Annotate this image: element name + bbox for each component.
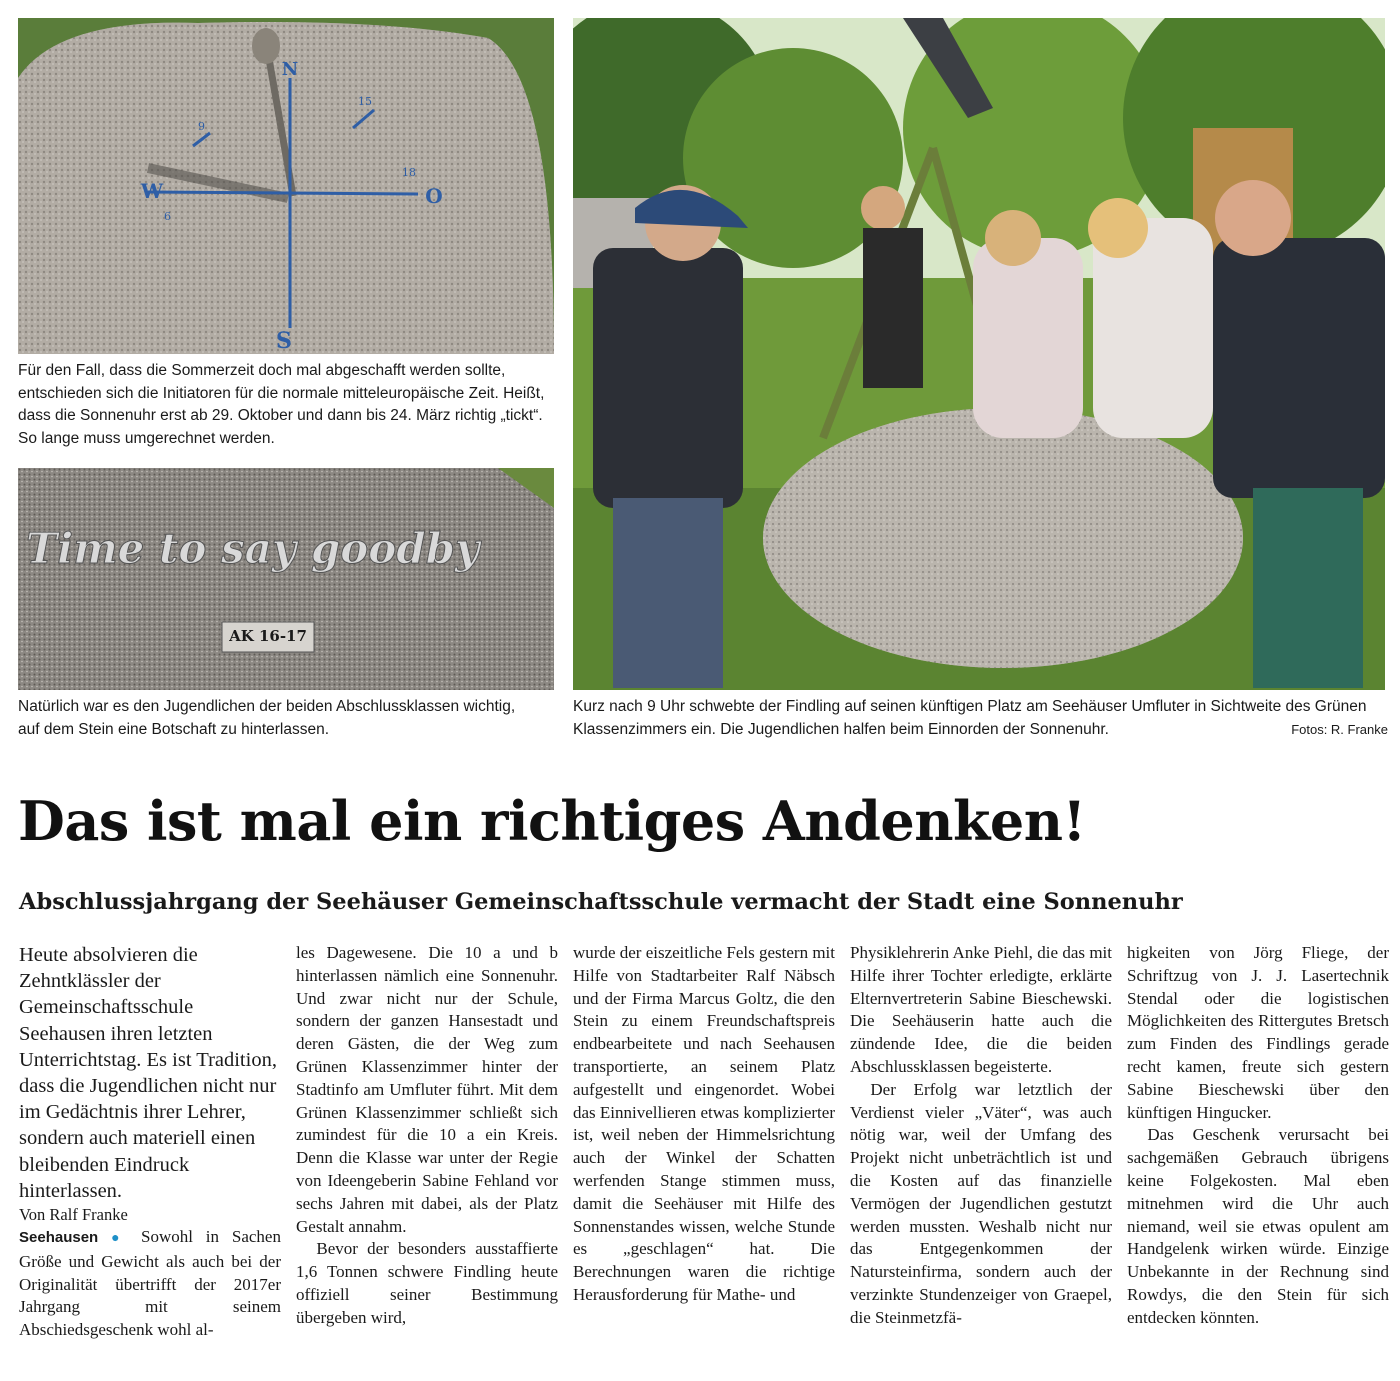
article-column-1 — [19, 942, 281, 1342]
main-photo — [573, 18, 1385, 690]
inscription-script: Time to say goodby — [26, 524, 480, 573]
sundial-north-label: N — [281, 59, 299, 80]
photo-credit: Fotos: R. Franke — [1291, 721, 1388, 737]
sundial-hour-9: 9 — [198, 120, 205, 133]
byline: Von Ralf Franke — [19, 1205, 128, 1225]
dateline: Seehausen — [19, 1229, 99, 1247]
sundial-caption: Für den Fall, dass die Sommerzeit doch mal abgeschafft werden sollte, entschieden sich die Initiatoren für die normale mitteleuropäische Zeit. Heißt, dass die Sonnenuhr erst ab 29. Oktober und dann bis 24. März richtig „tickt“. So lange muss umgerechnet werden. — [18, 362, 545, 447]
col1-text: Sowohl in Sachen Größe und Gewicht als auch bei der Originalität übertrifft der 2017er Jahrgang mit seinem Abschiedsgeschenk wohl al- — [19, 1227, 281, 1340]
col4-paragraph-1: Physiklehrerin Anke Piehl, die das mit Hilfe ihrer Tochter erledigte, erklärte Elternvertreterin Sabine Bieschewski. Die Seehäuserin hatte auch die zündende Idee, die die beiden Abschlussklassen begeisterte. — [850, 943, 1112, 1076]
sundial-east-label: O — [425, 184, 443, 208]
article-column-2 — [296, 942, 558, 1330]
dateline-dot-icon: ● — [111, 1231, 129, 1247]
sundial-south-label: S — [276, 328, 292, 354]
article-column-4 — [850, 942, 1112, 1330]
article-column-5 — [1127, 942, 1389, 1330]
col2-paragraph-2: Bevor der besonders ausstaffierte 1,6 Tonnen schwere Findling heute offiziell seiner Bestimmung übergeben wird, — [296, 1239, 558, 1327]
sundial-photo — [18, 18, 554, 354]
article-lead: Heute absolvieren die Zehntklässler der Gemeinschaftsschule Seehausen ihren letzten Unterrichtstag. Es ist Tradition, dass die Jugendlichen nicht nur im Gedächtnis ihrer Lehrer, sondern auch materiell einen bleibenden Eindruck hinterlassen. — [19, 944, 277, 1202]
article-column-3 — [573, 942, 835, 1307]
sundial-hour-15: 15 — [358, 95, 372, 108]
main-caption — [573, 696, 1388, 741]
headline: Das ist mal ein richtiges Andenken! — [18, 789, 1086, 853]
subheadline: Abschlussjahrgang der Seehäuser Gemeinschaftsschule vermacht der Stadt eine Sonnenuhr — [19, 889, 1183, 915]
col5-paragraph-1: higkeiten von Jörg Fliege, der Schriftzug von J. J. Lasertechnik Stendal oder die logistischen Möglichkeiten des Rittergutes Bretsch zum Finden des Findlings gerade recht kamen, freute sich gestern Sabine Bieschewski über den künftigen Hingucker. — [1127, 943, 1389, 1122]
inscription-photo — [18, 468, 554, 690]
sundial-hour-18: 18 — [402, 166, 416, 179]
col2-paragraph-1: les Dagewesene. Die 10 a und b hinterlassen nämlich eine Sonnenuhr. Und zwar nicht nur der Schule, sondern der ganzen Hansestadt und deren Gästen, die der Weg zum Grünen Klassenzimmer hinter der Stadtinfo am Umfluter führt. Mit dem Grünen Klassenzimmer schließt sich zumindest für die 10 a ein Kreis. Denn die Klasse war unter der Regie von Ideengeberin Sabine Fehland vor sechs Jahren mit dabei, als der Platz Gestalt annahm. — [296, 943, 558, 1236]
col4-paragraph-2: Der Erfolg war letztlich der Verdienst vieler „Väter“, was auch nötig war, weil der Umfang des Projekt nicht unbeträchtlich ist und die Kosten auf das finanzielle Vermögen der Jugendlichen gestutzt werden mussten. Weshalb nicht nur das Entgegenkommen der Natursteinfirma, sondern auch der verzinkte Stundenzeiger von Graepel, die Steinmetzfä- — [850, 1079, 1112, 1327]
inscription-caption: Natürlich war es den Jugendlichen der beiden Abschlussklassen wichtig, auf dem Stein eine Botschaft zu hinterlassen. — [18, 698, 516, 738]
col5-paragraph-2: Das Geschenk verursacht bei sachgemäßen Gebrauch übrigens keine Folgekosten. Mal eben mitnehmen wird die Uhr auch niemand, weil sie etwas opulent am Handgelenk wirken würde. Einzige Unbekannte in der Rechnung sind Rowdys, die den Stein für sich entdecken könnten. — [1127, 1125, 1389, 1327]
inscription-plaque: AK 16-17 — [229, 627, 307, 645]
sundial-hour-6: 6 — [164, 210, 171, 223]
first-paragraph — [19, 1226, 281, 1342]
col3-paragraph-1: wurde der eiszeitliche Fels gestern mit Hilfe von Stadtarbeiter Ralf Näbsch und der Firma Marcus Goltz, die den Stein zu einem Freundschaftspreis endbearbeitete und nach Seehausen transportierte, an seinem Platz aufgestellt und eingenordet. Wobei das Einnivellieren etwas komplizierter ist, weil neben der Himmelsrichtung auch der Winkel der Schatten werfenden Stange stimmen muss, damit die Seehäuser mit Hilfe des Sonnenstandes wissen, welche Stunde es „geschlagen“ hat. Die Berechnungen waren die richtige Herausforderung für Mathe- und — [573, 943, 835, 1304]
main-caption-text: Kurz nach 9 Uhr schwebte der Findling auf seinen künftigen Platz am Seehäuser Umfluter in Sichtweite des Grünen Klassenzimmers ein. Die Jugendlichen halfen beim Einnorden der Sonnenuhr. — [573, 698, 1367, 738]
sundial-west-label: W — [140, 179, 164, 203]
